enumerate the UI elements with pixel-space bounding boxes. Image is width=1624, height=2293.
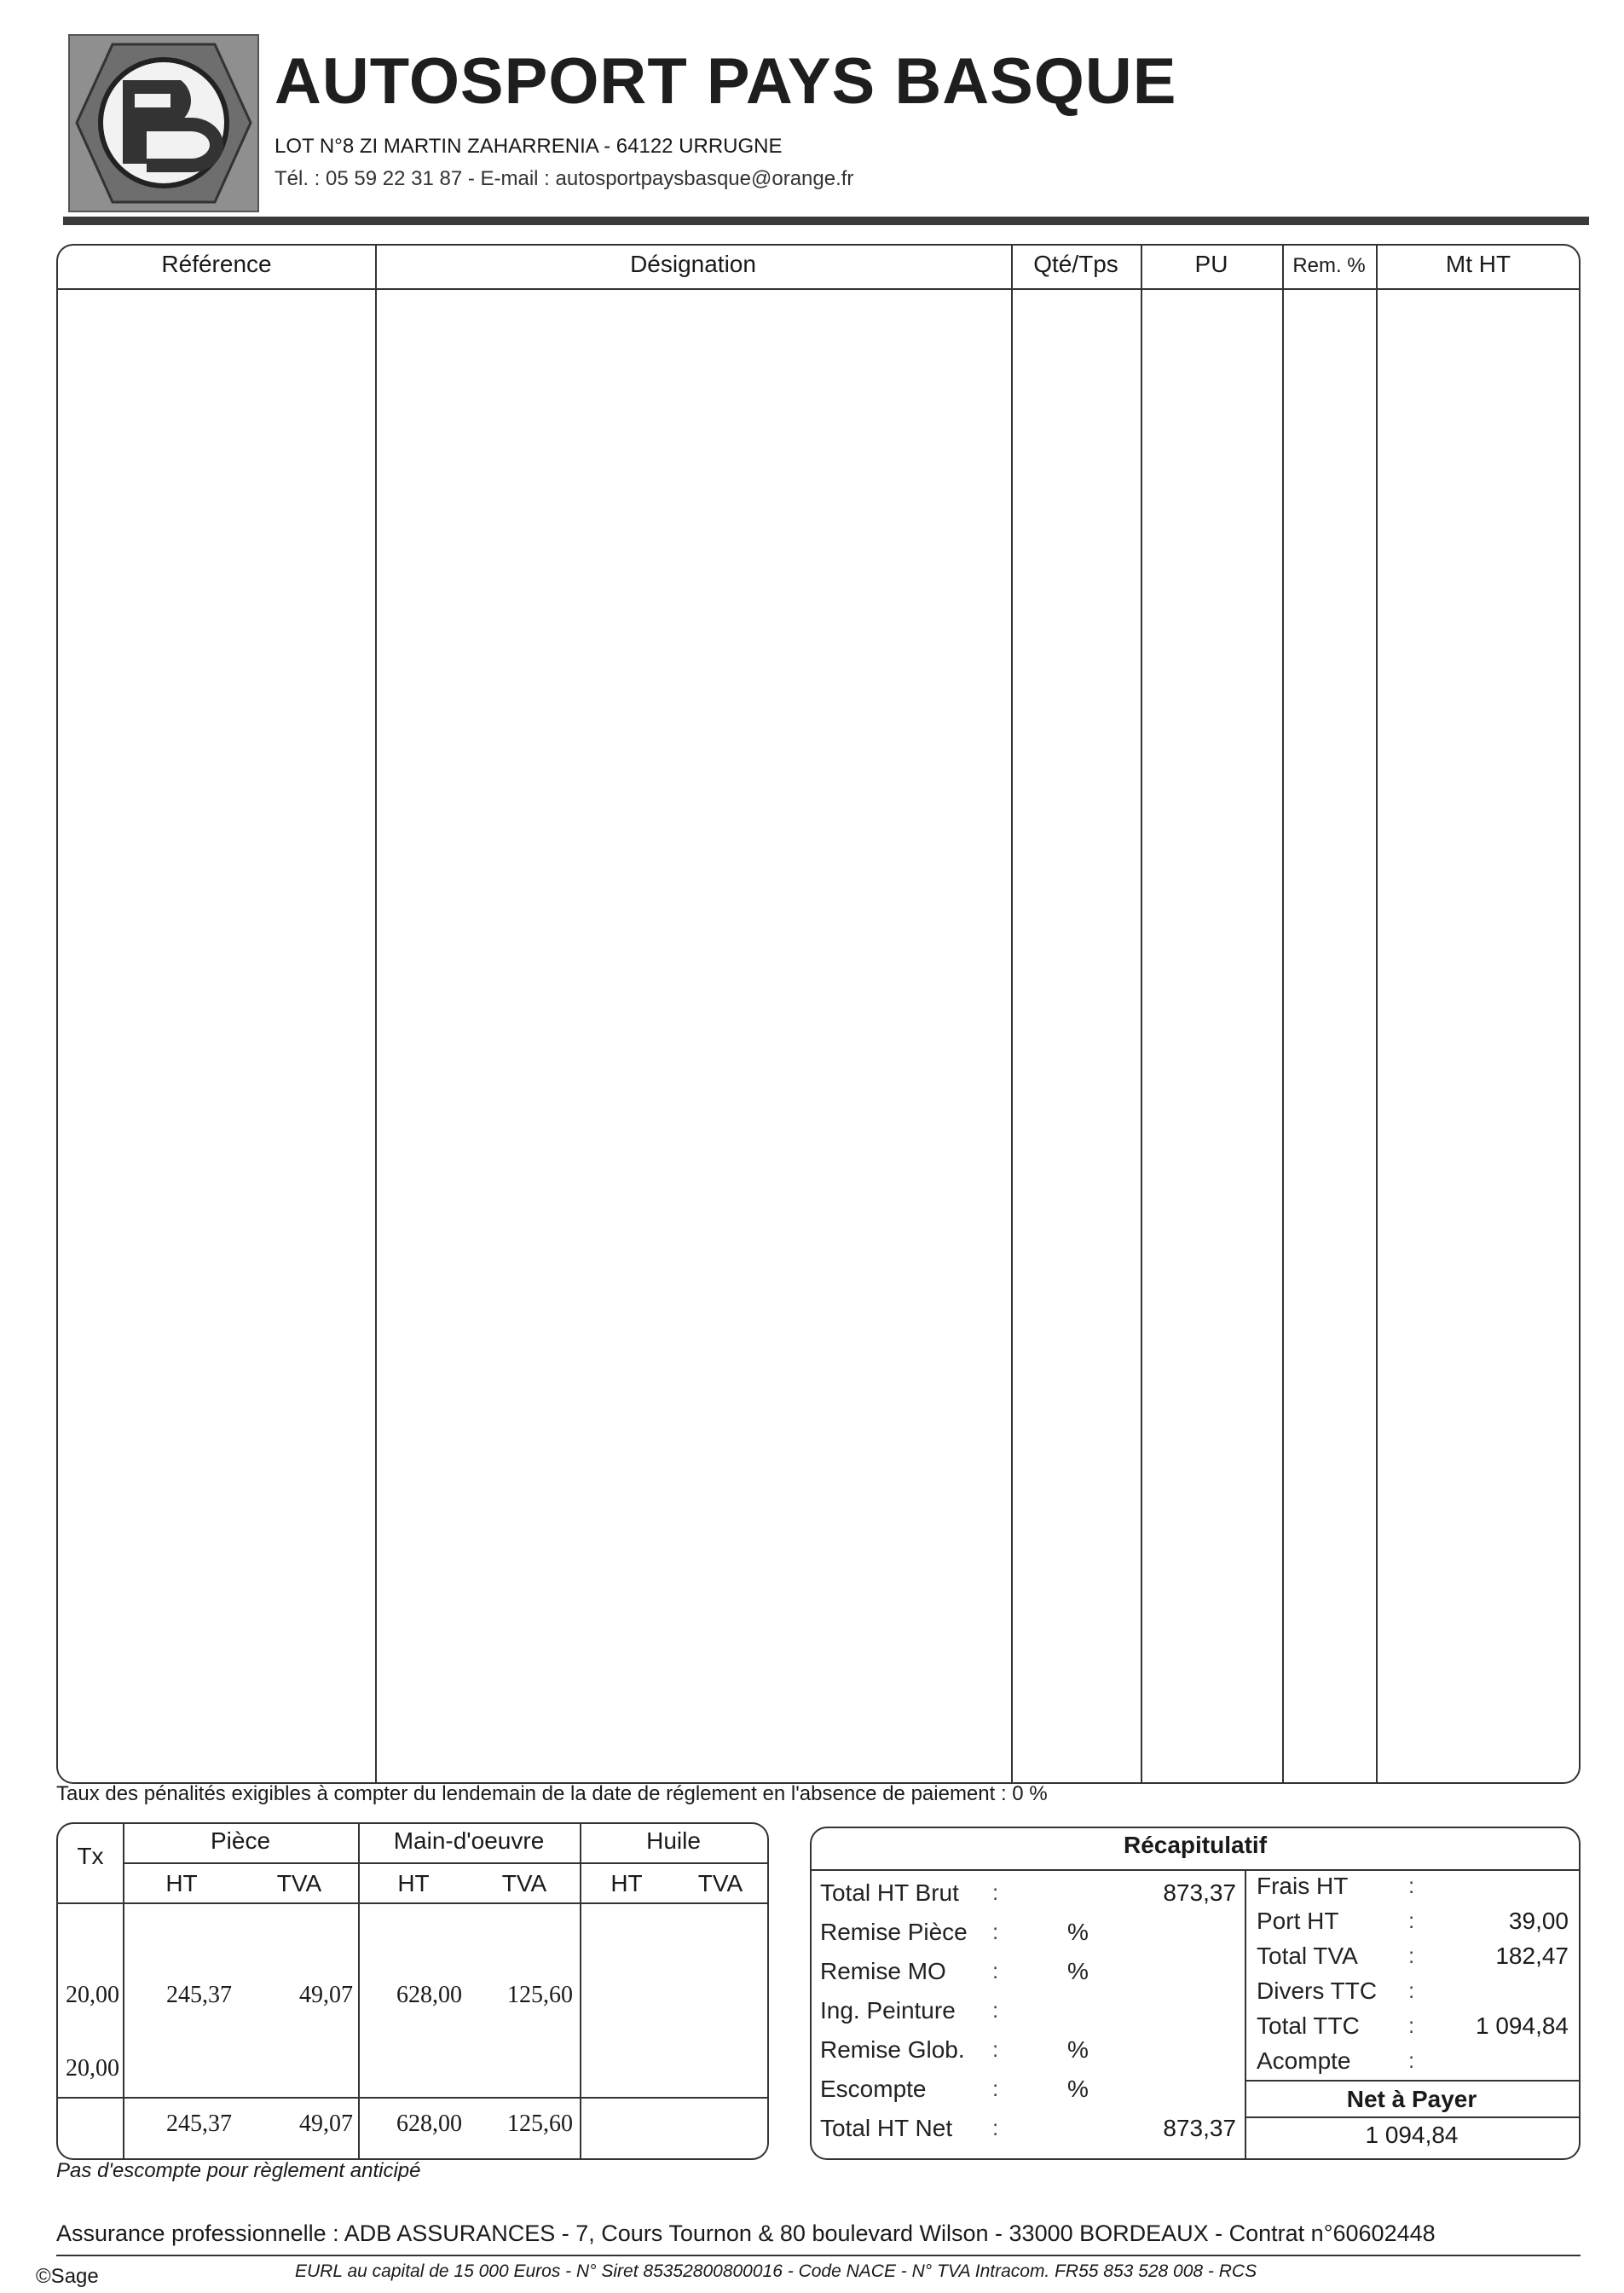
recap-table	[810, 1827, 1581, 2160]
column-header-reference: Référence	[161, 251, 272, 277]
port-ht-value: 39,00	[1508, 1908, 1569, 1934]
table-header-divider	[58, 288, 1579, 290]
column-divider	[1376, 246, 1378, 1782]
labour-tva-total: 125,60	[507, 2111, 573, 2137]
remise-glob-label: Remise Glob.	[820, 2036, 965, 2063]
labour-tva-header: TVA	[501, 1870, 547, 1896]
piece-tva-header: TVA	[276, 1870, 322, 1896]
sage-credit: ©Sage	[36, 2265, 99, 2288]
piece-header: Pièce	[210, 1827, 271, 1854]
total-ttc-label: Total TTC	[1257, 2012, 1360, 2039]
column-header-qty: Qté/Tps	[1033, 251, 1118, 277]
colon: :	[992, 1879, 999, 1905]
legal-info: EURL au capital de 15 000 Euros - N° Siret 85352800800016 - Code NACE - N° TVA Intracom. FR55 853 528 008 - RCS	[295, 2261, 1257, 2281]
piece-ht-header: HT	[165, 1870, 198, 1896]
percent-sign: %	[1067, 1958, 1089, 1984]
logo-mark	[70, 36, 257, 211]
company-address: LOT N°8 ZI MARTIN ZAHARRENIA - 64122 URRUGNE	[275, 135, 783, 158]
percent-sign: %	[1067, 2036, 1089, 2063]
recap-title-divider	[812, 1869, 1579, 1871]
remise-mo-label: Remise MO	[820, 1958, 946, 1984]
column-header-amount: Mt HT	[1445, 251, 1511, 277]
colon: :	[1408, 2012, 1415, 2038]
vat-breakdown-table	[56, 1822, 769, 2160]
total-tva-label: Total TVA	[1257, 1943, 1358, 1969]
percent-sign: %	[1067, 1919, 1089, 1945]
total-ht-brut-label: Total HT Brut	[820, 1879, 959, 1906]
recap-column-divider	[1245, 1869, 1246, 2158]
column-divider	[375, 246, 377, 1782]
labour-header: Main-d'oeuvre	[393, 1827, 545, 1854]
labour-ht-header: HT	[397, 1870, 430, 1896]
escompte-note: Pas d'escompte pour règlement anticipé	[56, 2159, 421, 2182]
percent-sign: %	[1067, 2076, 1089, 2102]
remise-piece-label: Remise Pièce	[820, 1919, 968, 1945]
oil-tva-header: TVA	[697, 1870, 743, 1896]
port-ht-label: Port HT	[1257, 1908, 1339, 1934]
piece-ht-value: 245,37	[166, 1982, 232, 2008]
column-divider	[1141, 246, 1142, 1782]
tx-header: Tx	[77, 1843, 104, 1869]
acompte-label: Acompte	[1257, 2047, 1351, 2074]
column-divider	[1282, 246, 1284, 1782]
total-ht-net-label: Total HT Net	[820, 2115, 953, 2141]
piece-tva-total: 49,07	[299, 2111, 353, 2137]
labour-tva-value: 125,60	[507, 1982, 573, 2008]
column-header-discount: Rem. %	[1292, 254, 1366, 277]
escompte-label: Escompte	[820, 2076, 927, 2102]
vat-rate: 20,00	[66, 1982, 119, 2008]
insurance-info: Assurance professionnelle : ADB ASSURANCES - 7, Cours Tournon & 80 boulevard Wilson - 33000 BORDEAUX - Contrat n°60602448	[56, 2221, 1436, 2246]
sub-header-divider	[58, 1902, 767, 1904]
column-header-unit-price: PU	[1194, 251, 1228, 277]
colon: :	[992, 1997, 999, 2023]
total-ht-brut-value: 873,37	[1163, 1879, 1236, 1906]
colon: :	[1408, 1873, 1415, 1898]
footer-divider	[56, 2255, 1581, 2256]
total-ht-net-value: 873,37	[1163, 2115, 1236, 2141]
vat-rate: 20,00	[66, 2055, 119, 2082]
column-header-designation: Désignation	[630, 251, 756, 277]
net-divider-bottom	[1245, 2116, 1579, 2118]
apb-logo-icon	[68, 34, 259, 212]
colon: :	[1408, 1943, 1415, 1968]
group-header-divider	[123, 1862, 767, 1864]
colon: :	[992, 2076, 999, 2101]
labour-ht-total: 628,00	[396, 2111, 462, 2137]
oil-header: Huile	[646, 1827, 701, 1854]
recap-title: Récapitulatif	[1123, 1832, 1268, 1858]
divers-ttc-label: Divers TTC	[1257, 1977, 1378, 2004]
column-divider	[1011, 246, 1013, 1782]
header-divider	[63, 217, 1589, 225]
penalty-note: Taux des pénalités exigibles à compter du lendemain de la date de réglement en l'absence de paiement : 0 %	[56, 1782, 1048, 1805]
frais-ht-label: Frais HT	[1257, 1873, 1349, 1899]
invoice-lines-table	[56, 244, 1581, 1784]
colon: :	[992, 2036, 999, 2062]
totals-divider	[58, 2097, 767, 2099]
total-tva-value: 182,47	[1495, 1943, 1569, 1969]
piece-ht-total: 245,37	[166, 2111, 232, 2137]
colon: :	[1408, 1977, 1415, 2003]
oil-ht-header: HT	[610, 1870, 643, 1896]
colon: :	[992, 1958, 999, 1983]
piece-tva-value: 49,07	[299, 1982, 353, 2008]
colon: :	[1408, 2047, 1415, 2073]
colon: :	[992, 2115, 999, 2140]
net-divider-top	[1245, 2080, 1579, 2082]
net-a-payer-value: 1 094,84	[1365, 2122, 1459, 2148]
net-a-payer-label: Net à Payer	[1346, 2086, 1477, 2112]
company-contact: Tél. : 05 59 22 31 87 - E-mail : autosportpaysbasque@orange.fr	[275, 167, 854, 190]
company-name: AUTOSPORT PAYS BASQUE	[275, 45, 1177, 118]
labour-ht-value: 628,00	[396, 1982, 462, 2008]
colon: :	[992, 1919, 999, 1944]
colon: :	[1408, 1908, 1415, 1933]
ing-peinture-label: Ing. Peinture	[820, 1997, 956, 2024]
total-ttc-value: 1 094,84	[1476, 2012, 1569, 2039]
